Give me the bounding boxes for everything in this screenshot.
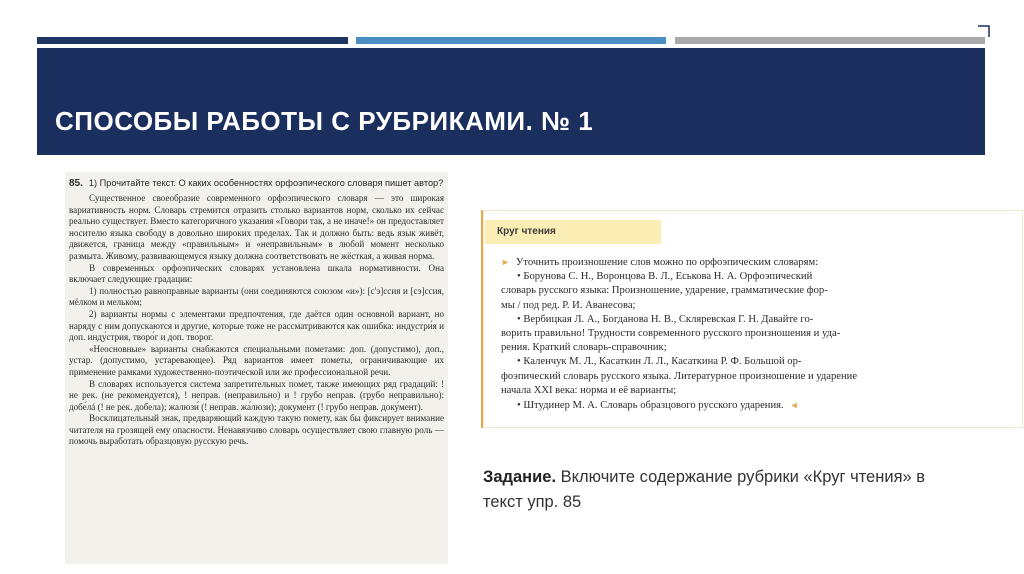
exercise-question-text: 1) Прочитайте текст. О каких особенностях орфоэпического словаря пишет автор? [88, 178, 444, 188]
reading-line: рения. Краткий словарь-справочник; [501, 342, 667, 354]
reading-line: словарь русского языка: Произношение, ударение, грамматические фор- [501, 285, 828, 297]
reading-line [501, 398, 931, 413]
textbook-exercise-scan [65, 172, 448, 564]
exercise-number: 85. [69, 178, 83, 189]
triangle-right-icon: ► [501, 257, 510, 267]
exercise-question [69, 178, 444, 189]
reading-circle-box [481, 210, 1023, 428]
exercise-paragraph: «Неосновные» варианты снабжаются специальными пометами: доп. (допустимо), доп., устар. (допустимо, устаревающее). Ряд вариантов имеет пометы, ограничивающие их применение рамками художественно-поэтической или же профессиональной речи. [69, 343, 444, 377]
reading-line: • Вербицкая Л. А., Богданова Н. В., Скляревская Г. Н. Давайте го- [517, 313, 814, 325]
reading-line: начала XXI века: норма и её варианты; [501, 384, 677, 396]
title-banner [37, 48, 985, 155]
corner-bracket-icon [978, 25, 990, 37]
reading-line-text: Уточнить произношение слов можно по орфоэпическим словарям: [515, 257, 819, 268]
reading-line: ворить правильно! Трудности современного русского произношения и уда- [501, 328, 841, 340]
reading-line: • Борунова С. Н., Воронцова В. Л., Еськова Н. А. Орфоэпический [517, 271, 813, 283]
reading-box-header [485, 220, 661, 244]
exercise-paragraph: 2) варианты нормы с элементами предпочтения, где даётся один основной вариант, но наряду с ним допускаются и другие, которые тоже не рассматриваются как ошибка: индустри́я и доп. инду́стрия, творо́г и доп. тво́рог. [69, 308, 444, 343]
reading-box-body [501, 255, 931, 413]
top-rule-navy [37, 37, 348, 44]
exercise-paragraph: В словарях используется система запретительных помет, также имеющих ряд градаций: ! не рек. (не рекомендуется), ! неправ. (неправильно) и ! грубо неправ. (грубо неправильно): добе́лá (! не рек. добела); жалюзи́ (! неправ. жа́люзи); докуме́нт (! грубо неправ. доку́мент). [69, 378, 444, 412]
reading-line: фоэпический словарь русского языка. Литературное произношение и ударение [501, 370, 858, 382]
top-rule-blue [356, 37, 666, 44]
task-text [483, 465, 943, 515]
task-body: Включите содержание рубрики «Круг чтения» в текст упр. 85 [483, 468, 926, 511]
task-label: Задание. [483, 468, 557, 486]
reading-line: мы / под ред. Р. И. Аванесова; [501, 299, 636, 311]
exercise-paragraph: Существенное своеобразие современного орфоэпического словаря — это широкая вариативность норм. Словарь стремится отразить столько вариантов норм, сколько их сейчас реально существует. Вместо категоричного указания «Говори так, а не иначе!» он предоставляет носителю языка свободу в довольно широких пределах. Так и должно быть: ведь язык живёт, движется, граница между «правильным» и «неправильным» в любой момент несколько размыта. Живому, развивающемуся языку должна соответствовать не жёсткая, а живая норма. [69, 193, 444, 261]
reading-line-text: • Штудинер М. А. Словарь образцового русского ударения. [517, 400, 784, 412]
exercise-paragraph: Восклицательный знак, предваряющий каждую такую помету, как бы фиксирует внимание читателя на грозящей ему опасности. Ненавязчиво словарь осуществляет свою главную роль — помочь выработать образцовую русскую речь. [69, 413, 444, 447]
slide-title: СПОСОБЫ РАБОТЫ С РУБРИКАМИ. № 1 [55, 106, 594, 136]
reading-line [501, 255, 931, 270]
reading-box-title: Круг чтения [497, 226, 556, 237]
exercise-paragraph: В современных орфоэпических словарях установлена шкала нормативности. Она включает следующие градации: [69, 262, 444, 285]
triangle-left-icon: ◄ [789, 400, 799, 411]
top-rule-gray [675, 37, 985, 44]
reading-line: • Каленчук М. Л., Касаткин Л. Л., Касаткина Р. Ф. Большой ор- [517, 356, 802, 368]
exercise-paragraph: 1) полностью равноправные варианты (они соединяются союзом «и»): [с'э]ссия и [сэ]ссия, мёлком и мелько́м; [69, 285, 444, 308]
